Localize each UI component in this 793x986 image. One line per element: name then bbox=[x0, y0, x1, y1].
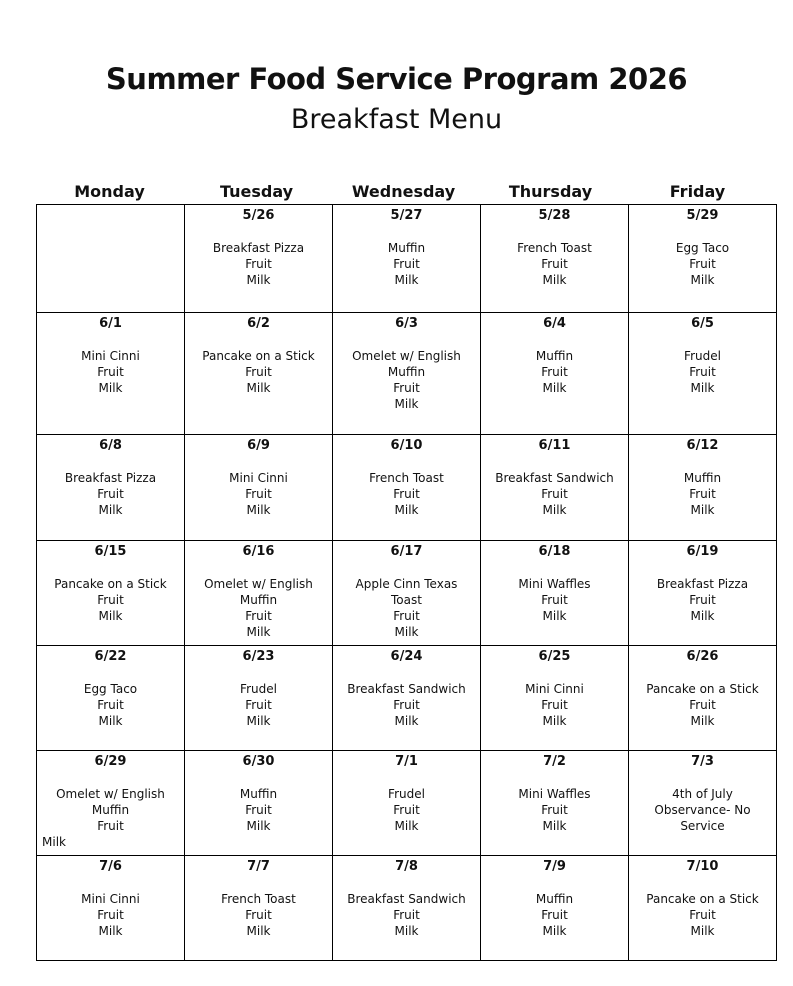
day-cell bbox=[629, 646, 777, 751]
menu-item: Fruit bbox=[541, 698, 568, 712]
day-cell bbox=[185, 856, 333, 961]
menu-item: Muffin bbox=[683, 471, 722, 485]
menu-item: Fruit bbox=[689, 487, 716, 501]
spacer bbox=[629, 665, 776, 681]
day-cell bbox=[333, 751, 481, 856]
menu-item: Milk bbox=[542, 609, 567, 623]
menu-item: Milk bbox=[394, 625, 419, 639]
day-date: 7/8 bbox=[395, 859, 418, 874]
menu-item: Milk bbox=[246, 714, 271, 728]
menu-item: Toast bbox=[391, 593, 422, 607]
day-date: 6/4 bbox=[543, 316, 566, 331]
day-header-row bbox=[36, 182, 772, 204]
menu-item: Mini Waffles bbox=[518, 787, 591, 801]
menu-item: Fruit bbox=[541, 593, 568, 607]
menu-item: Milk bbox=[394, 503, 419, 517]
spacer bbox=[481, 770, 628, 786]
menu-item: Fruit bbox=[97, 365, 124, 379]
day-date: 6/9 bbox=[247, 438, 270, 453]
menu-item: Fruit bbox=[245, 487, 272, 501]
menu-item: Breakfast Sandwich bbox=[495, 471, 614, 485]
week-row bbox=[37, 751, 777, 856]
spacer bbox=[37, 332, 184, 348]
menu-item: Milk bbox=[394, 397, 419, 411]
day-cell bbox=[481, 751, 629, 856]
day-date: 6/8 bbox=[99, 438, 122, 453]
day-date: 6/12 bbox=[686, 438, 719, 453]
spacer bbox=[185, 665, 332, 681]
spacer bbox=[37, 770, 184, 786]
menu-item: Muffin bbox=[387, 241, 426, 255]
menu-item: Milk bbox=[98, 924, 123, 938]
day-cell bbox=[481, 646, 629, 751]
menu-item: Fruit bbox=[541, 803, 568, 817]
menu-item: Fruit bbox=[393, 487, 420, 501]
menu-item: Milk bbox=[690, 924, 715, 938]
menu-item: Mini Cinni bbox=[229, 471, 288, 485]
menu-item: Breakfast Sandwich bbox=[347, 682, 466, 696]
menu-item: Mini Cinni bbox=[81, 349, 140, 363]
menu-item: Milk bbox=[42, 835, 66, 849]
day-cell bbox=[629, 313, 777, 435]
menu-item: Muffin bbox=[91, 803, 130, 817]
day-header-thursday: Thursday bbox=[508, 182, 593, 201]
spacer bbox=[481, 454, 628, 470]
week-row bbox=[37, 435, 777, 541]
menu-item: Milk bbox=[246, 273, 271, 287]
day-cell bbox=[481, 313, 629, 435]
menu-item: Milk bbox=[98, 714, 123, 728]
day-cell bbox=[333, 541, 481, 646]
menu-item: French Toast bbox=[369, 471, 444, 485]
menu-item: Fruit bbox=[393, 381, 420, 395]
menu-item: Fruit bbox=[97, 908, 124, 922]
menu-item: Egg Taco bbox=[83, 682, 138, 696]
menu-item: Fruit bbox=[393, 908, 420, 922]
menu-item: Breakfast Sandwich bbox=[347, 892, 466, 906]
menu-item: Apple Cinn Texas bbox=[355, 577, 458, 591]
menu-item: Milk bbox=[394, 924, 419, 938]
day-date: 6/16 bbox=[242, 544, 275, 559]
menu-item: Fruit bbox=[393, 803, 420, 817]
menu-item: Fruit bbox=[689, 593, 716, 607]
day-cell bbox=[37, 646, 185, 751]
menu-item: Milk bbox=[542, 503, 567, 517]
menu-item: Frudel bbox=[684, 349, 721, 363]
day-cell bbox=[37, 435, 185, 541]
spacer bbox=[629, 560, 776, 576]
spacer bbox=[37, 454, 184, 470]
menu-item: Milk bbox=[246, 381, 271, 395]
menu-item: Muffin bbox=[387, 365, 426, 379]
day-cell bbox=[481, 856, 629, 961]
spacer bbox=[629, 332, 776, 348]
menu-item: Frudel bbox=[388, 787, 425, 801]
menu-calendar-body bbox=[37, 205, 777, 961]
day-date: 7/2 bbox=[543, 754, 566, 769]
menu-item: Fruit bbox=[97, 487, 124, 501]
day-date: 6/22 bbox=[94, 649, 127, 664]
day-cell bbox=[37, 205, 185, 313]
menu-item: Fruit bbox=[245, 257, 272, 271]
day-date: 6/24 bbox=[390, 649, 423, 664]
menu-item: Milk bbox=[394, 273, 419, 287]
menu-item: Fruit bbox=[97, 698, 124, 712]
day-date: 6/5 bbox=[691, 316, 714, 331]
spacer bbox=[37, 224, 184, 240]
menu-item: Fruit bbox=[541, 908, 568, 922]
spacer bbox=[481, 875, 628, 891]
spacer bbox=[185, 770, 332, 786]
spacer bbox=[629, 454, 776, 470]
menu-item: Pancake on a Stick bbox=[54, 577, 167, 591]
menu-item: Pancake on a Stick bbox=[646, 682, 759, 696]
menu-item: Fruit bbox=[689, 698, 716, 712]
week-row bbox=[37, 541, 777, 646]
spacer bbox=[333, 560, 480, 576]
menu-item: Fruit bbox=[393, 257, 420, 271]
day-cell bbox=[629, 541, 777, 646]
spacer bbox=[629, 770, 776, 786]
spacer bbox=[629, 224, 776, 240]
menu-item: Milk bbox=[690, 714, 715, 728]
menu-item: Service bbox=[680, 819, 725, 833]
menu-item: Pancake on a Stick bbox=[202, 349, 315, 363]
day-cell bbox=[37, 541, 185, 646]
menu-item: Pancake on a Stick bbox=[646, 892, 759, 906]
day-date: 5/28 bbox=[538, 208, 571, 223]
menu-item: Fruit bbox=[245, 803, 272, 817]
day-cell bbox=[37, 751, 185, 856]
spacer bbox=[333, 770, 480, 786]
day-cell bbox=[333, 856, 481, 961]
day-date: 7/6 bbox=[99, 859, 122, 874]
week-row bbox=[37, 205, 777, 313]
menu-item: Milk bbox=[690, 381, 715, 395]
day-cell bbox=[629, 856, 777, 961]
day-date: 6/17 bbox=[390, 544, 423, 559]
day-header-wednesday: Wednesday bbox=[351, 182, 456, 201]
day-cell bbox=[185, 646, 333, 751]
menu-item: Mini Cinni bbox=[525, 682, 584, 696]
day-cell bbox=[629, 205, 777, 313]
day-cell bbox=[333, 313, 481, 435]
day-date: 6/30 bbox=[242, 754, 275, 769]
menu-item: Fruit bbox=[689, 365, 716, 379]
spacer bbox=[37, 665, 184, 681]
menu-item: Fruit bbox=[689, 257, 716, 271]
page-subtitle: Breakfast Menu bbox=[290, 104, 503, 135]
page-title: Summer Food Service Program 2026 bbox=[105, 62, 688, 96]
menu-item: Breakfast Pizza bbox=[212, 241, 305, 255]
day-date: 7/9 bbox=[543, 859, 566, 874]
menu-calendar bbox=[36, 204, 777, 961]
menu-item: Fruit bbox=[97, 819, 124, 833]
day-date: 7/1 bbox=[395, 754, 418, 769]
week-row bbox=[37, 313, 777, 435]
day-date: 6/18 bbox=[538, 544, 571, 559]
spacer bbox=[333, 875, 480, 891]
day-date: 5/26 bbox=[242, 208, 275, 223]
menu-item: Fruit bbox=[245, 698, 272, 712]
menu-item: French Toast bbox=[221, 892, 296, 906]
day-date: 5/29 bbox=[686, 208, 719, 223]
day-date: 7/10 bbox=[686, 859, 719, 874]
menu-item: Muffin bbox=[239, 787, 278, 801]
day-date: 6/2 bbox=[247, 316, 270, 331]
menu-item: Milk bbox=[690, 609, 715, 623]
menu-item: Omelet w/ English bbox=[56, 787, 165, 801]
day-date: 6/10 bbox=[390, 438, 423, 453]
day-date: 6/15 bbox=[94, 544, 127, 559]
day-cell bbox=[333, 205, 481, 313]
menu-item: Milk bbox=[246, 924, 271, 938]
day-header-monday: Monday bbox=[74, 182, 145, 201]
day-date: 6/11 bbox=[538, 438, 571, 453]
menu-item: Muffin bbox=[239, 593, 278, 607]
day-cell bbox=[333, 646, 481, 751]
spacer bbox=[481, 665, 628, 681]
menu-item: Milk bbox=[542, 714, 567, 728]
menu-item: Muffin bbox=[535, 892, 574, 906]
spacer bbox=[37, 560, 184, 576]
day-cell bbox=[629, 435, 777, 541]
menu-item: Milk bbox=[98, 503, 123, 517]
spacer bbox=[333, 224, 480, 240]
menu-item: Milk bbox=[542, 273, 567, 287]
day-cell bbox=[37, 313, 185, 435]
menu-item: Breakfast Pizza bbox=[64, 471, 157, 485]
menu-item: Fruit bbox=[245, 908, 272, 922]
spacer bbox=[629, 875, 776, 891]
day-date: 6/1 bbox=[99, 316, 122, 331]
day-date: 6/29 bbox=[94, 754, 127, 769]
menu-item: Milk bbox=[542, 924, 567, 938]
day-cell bbox=[37, 856, 185, 961]
menu-item: Fruit bbox=[541, 487, 568, 501]
day-header-friday: Friday bbox=[669, 182, 726, 201]
spacer bbox=[185, 332, 332, 348]
spacer bbox=[185, 224, 332, 240]
day-cell bbox=[481, 541, 629, 646]
day-cell bbox=[629, 751, 777, 856]
menu-item: Breakfast Pizza bbox=[656, 577, 749, 591]
week-row bbox=[37, 856, 777, 961]
day-cell bbox=[185, 205, 333, 313]
menu-item: Muffin bbox=[535, 349, 574, 363]
spacer bbox=[185, 875, 332, 891]
spacer bbox=[185, 454, 332, 470]
day-cell bbox=[333, 435, 481, 541]
menu-item: Fruit bbox=[689, 908, 716, 922]
spacer bbox=[481, 332, 628, 348]
menu-item: Fruit bbox=[245, 609, 272, 623]
day-date: 6/23 bbox=[242, 649, 275, 664]
menu-item: Milk bbox=[690, 503, 715, 517]
day-cell bbox=[185, 435, 333, 541]
day-cell bbox=[185, 751, 333, 856]
day-date bbox=[37, 208, 184, 224]
menu-item: French Toast bbox=[517, 241, 592, 255]
menu-item: Milk bbox=[246, 819, 271, 833]
day-header-tuesday: Tuesday bbox=[219, 182, 294, 201]
day-cell bbox=[185, 313, 333, 435]
menu-item: Milk bbox=[394, 714, 419, 728]
day-date: 7/3 bbox=[691, 754, 714, 769]
day-date: 6/3 bbox=[395, 316, 418, 331]
menu-item: Observance- No bbox=[654, 803, 751, 817]
menu-item: Fruit bbox=[541, 257, 568, 271]
spacer bbox=[333, 454, 480, 470]
day-cell bbox=[481, 205, 629, 313]
menu-item: Milk bbox=[542, 819, 567, 833]
spacer bbox=[481, 224, 628, 240]
menu-item: Milk bbox=[394, 819, 419, 833]
menu-item: Frudel bbox=[240, 682, 277, 696]
menu-item: Fruit bbox=[97, 593, 124, 607]
menu-item: Fruit bbox=[393, 698, 420, 712]
menu-item: Fruit bbox=[393, 609, 420, 623]
day-date: 6/26 bbox=[686, 649, 719, 664]
menu-item: Milk bbox=[98, 609, 123, 623]
menu-item: Omelet w/ English bbox=[204, 577, 313, 591]
day-date: 6/25 bbox=[538, 649, 571, 664]
menu-item: Omelet w/ English bbox=[352, 349, 461, 363]
menu-item: Milk bbox=[246, 625, 271, 639]
week-row bbox=[37, 646, 777, 751]
spacer bbox=[333, 332, 480, 348]
day-date: 6/19 bbox=[686, 544, 719, 559]
spacer bbox=[333, 665, 480, 681]
menu-item: Milk bbox=[246, 503, 271, 517]
menu-item: Egg Taco bbox=[675, 241, 730, 255]
menu-item: Mini Waffles bbox=[518, 577, 591, 591]
menu-item: Milk bbox=[690, 273, 715, 287]
day-date: 5/27 bbox=[390, 208, 423, 223]
day-cell bbox=[481, 435, 629, 541]
spacer bbox=[37, 875, 184, 891]
day-date: 7/7 bbox=[247, 859, 270, 874]
spacer bbox=[185, 560, 332, 576]
menu-item: Fruit bbox=[541, 365, 568, 379]
menu-item: Milk bbox=[98, 381, 123, 395]
day-cell bbox=[185, 541, 333, 646]
menu-item: Milk bbox=[542, 381, 567, 395]
menu-item: 4th of July bbox=[672, 787, 733, 801]
menu-item: Fruit bbox=[245, 365, 272, 379]
menu-item: Mini Cinni bbox=[81, 892, 140, 906]
spacer bbox=[481, 560, 628, 576]
